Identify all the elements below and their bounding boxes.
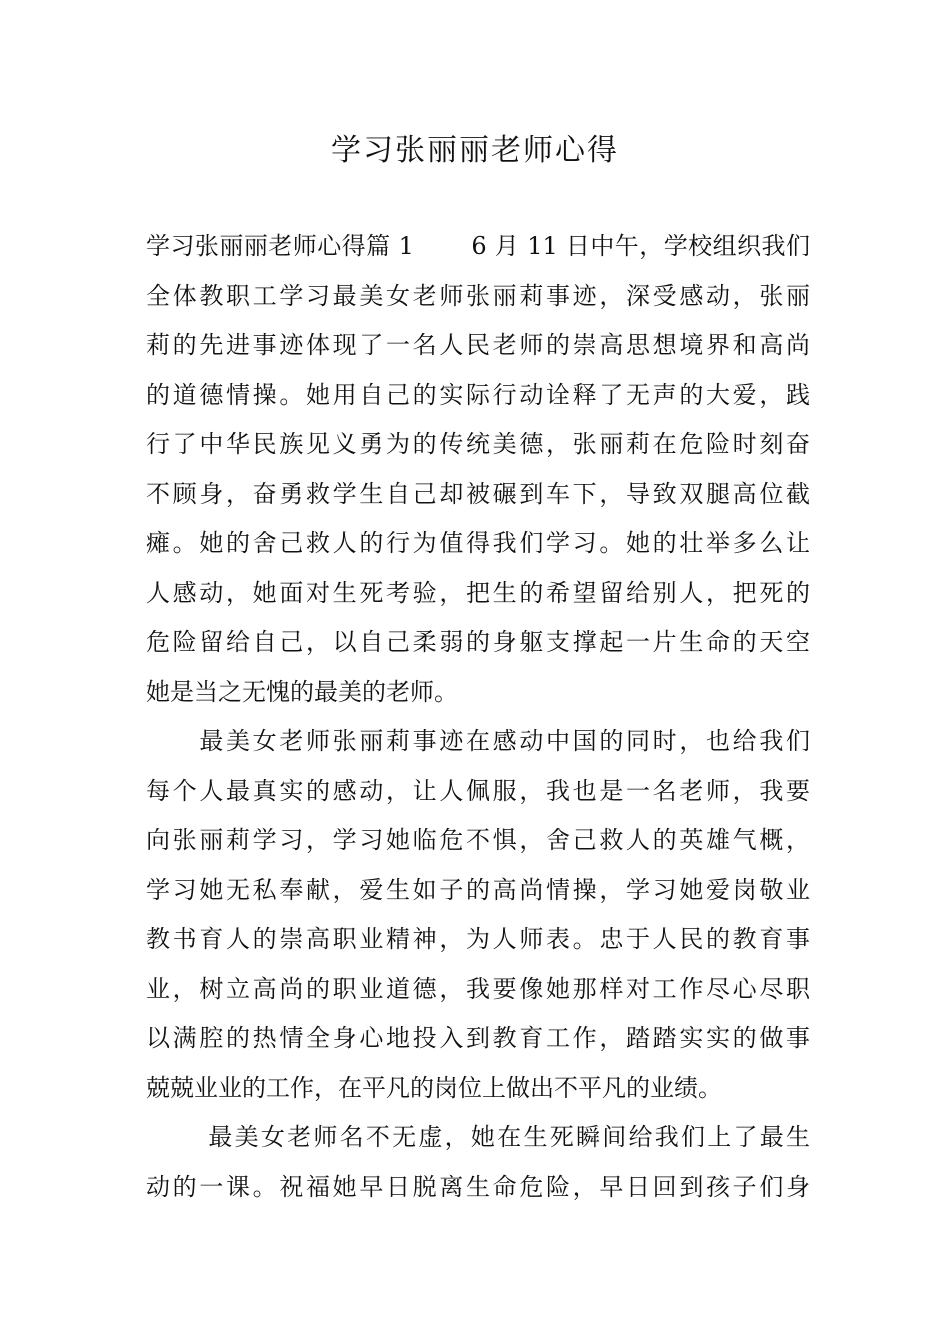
document-body — [146, 222, 810, 1212]
text-line: 全体教职工学习最美女老师张丽莉事迹，深受感动，张丽 — [146, 281, 810, 310]
text-line: 瘫。她的舍己救人的行为值得我们学习。她的壮举多么让 — [146, 529, 810, 557]
paragraph — [146, 717, 810, 1113]
text-line: 向张丽莉学习，学习她临危不惧，舍己救人的英雄气概， — [146, 826, 810, 854]
text-line: 学习她无私奉献，爱生如子的高尚情操，学习她爱岗敬业 — [146, 875, 810, 904]
text-line: 的道德情操。她用自己的实际行动诠释了无声的大爱，践 — [146, 380, 810, 409]
text-line: 每个人最真实的感动，让人佩服，我也是一名老师，我要 — [146, 776, 810, 805]
text-line: 她是当之无愧的最美的老师。 — [146, 677, 458, 706]
text-line: 人感动，她面对生死考验，把生的希望留给别人，把死的 — [146, 578, 810, 607]
text-line: 兢兢业业的工作，在平凡的岗位上做出不平凡的业绩。 — [146, 1073, 722, 1102]
text-line: 最美女老师名不无虚，她在生死瞬间给我们上了最生 — [146, 1123, 810, 1151]
paragraph — [146, 222, 810, 717]
text-line: 业，树立高尚的职业道德，我要像她那样对工作尽心尽职 — [146, 974, 810, 1003]
paragraph — [146, 1113, 810, 1212]
text-line: 莉的先进事迹体现了一名人民老师的崇高思想境界和高尚 — [146, 331, 810, 359]
text-line: 最美女老师张丽莉事迹在感动中国的同时，也给我们 — [146, 727, 810, 755]
text-line: 不顾身，奋勇救学生自己却被碾到车下，导致双腿高位截 — [146, 479, 810, 508]
text-line: 危险留给自己，以自己柔弱的身躯支撑起一片生命的天空 — [146, 628, 810, 656]
text-line: 教书育人的崇高职业精神，为人师表。忠于人民的教育事 — [146, 925, 810, 953]
text-line: 行了中华民族见义勇为的传统美德，张丽莉在危险时刻奋 — [146, 430, 810, 458]
text-line: 动的一课。祝福她早日脱离生命危险，早日回到孩子们身 — [146, 1172, 810, 1201]
document-title: 学习张丽丽老师心得 — [331, 133, 619, 168]
text-line: 学习张丽丽老师心得篇 1 6 月 11 日中午，学校组织我们 — [146, 232, 810, 260]
text-line: 以满腔的热情全身心地投入到教育工作，踏踏实实的做事 — [146, 1024, 810, 1052]
